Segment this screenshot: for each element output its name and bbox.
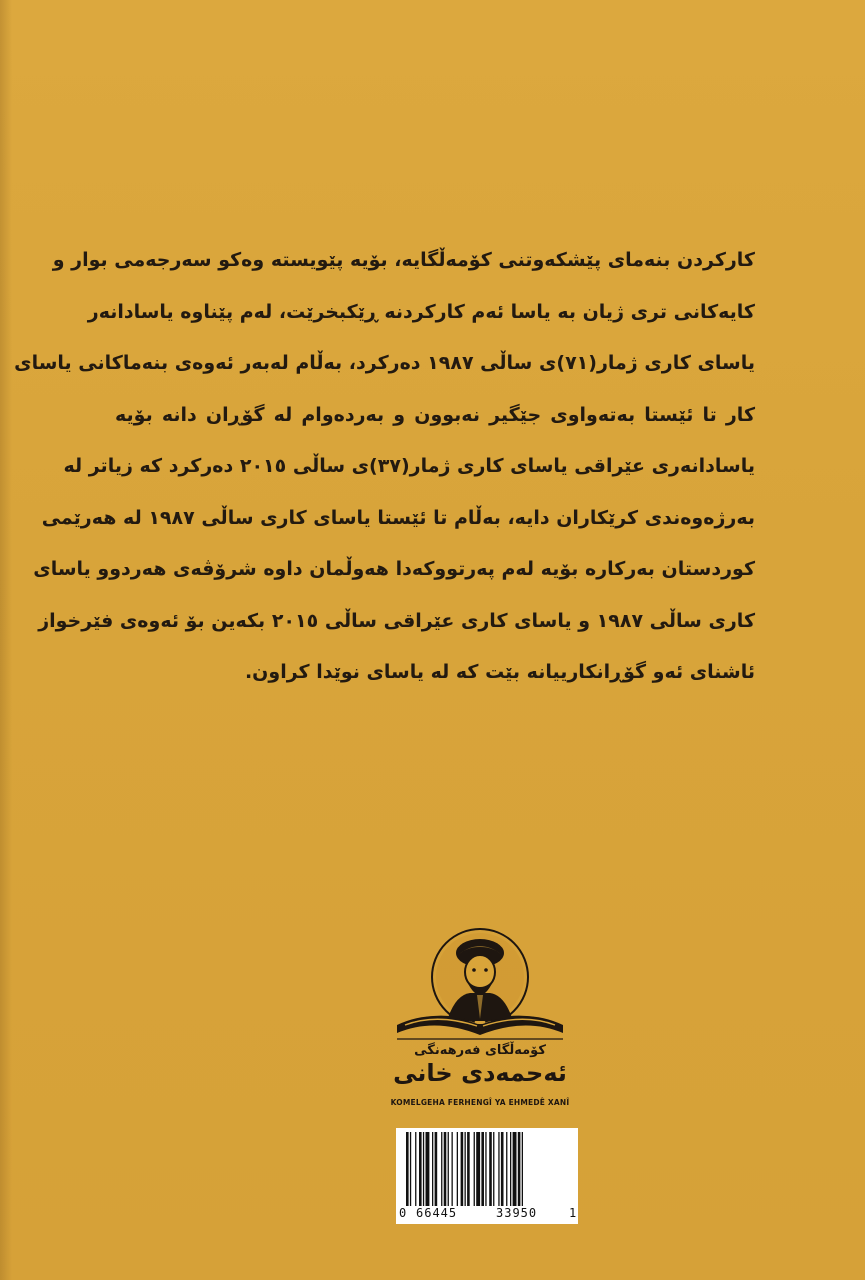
publisher-logo — [385, 925, 585, 1125]
blurb-line: کار تا ئێستا بەتەواوی جێگیر نەبوون و بەردەوام لە گۆڕان دانە بۆیە — [115, 403, 755, 426]
barcode-left-group: 66445 — [416, 1206, 458, 1220]
blurb-line: کوردستان بەرکارە بۆیە لەم پەرتووکەدا هەوڵمان داوە شرۆڤەی هەردوو یاسای — [33, 558, 755, 580]
blurb-line: کارکردن بنەمای پێشکەوتنی کۆمەڵگایە، بۆیە پێویستە وەکو سەرجەمی بوار و — [52, 249, 755, 271]
portrait-book-emblem-icon — [385, 925, 585, 1055]
publisher-name-small: کۆمەڵگای فەرهەنگی — [414, 1043, 546, 1058]
barcode-first-digit: 0 — [399, 1206, 407, 1220]
blurb-line: بەرژەوەندی کرێکاران دایە، بەڵام تا ئێستا یاسای کاری ساڵی ١٩٨٧ لە هەرێمی — [41, 506, 755, 529]
barcode-bars — [406, 1132, 568, 1206]
publisher-name: ئەحمەدی خانی — [393, 1059, 567, 1087]
blurb-line: کاری ساڵی ١٩٨٧ و یاسای کاری عێراقی ساڵی ٢٠١٥ بکەین بۆ ئەوەی فێرخواز — [38, 609, 755, 632]
barcode-number — [396, 1206, 578, 1222]
blurb-line: ئاشنای ئەو گۆڕانکارییانە بێت کە لە یاسای نوێدا کراون. — [244, 661, 755, 683]
back-cover-blurb — [14, 235, 755, 699]
barcode-right-group: 33950 — [496, 1206, 538, 1220]
blurb-line: یاسادانەری عێراقی یاسای کاری ژمار(٣٧)ی ساڵی ٢٠١٥ دەرکرد کە زیاتر لە — [63, 455, 755, 477]
blurb-line: کایەکانی تری ژیان بە یاسا ئەم کارکردنە ڕێکبخرێت، لەم پێناوە یاسادانەر — [87, 300, 755, 323]
blurb-line: یاسای کاری ژمار(٧١)ی ساڵی ١٩٨٧ دەرکرد، بەڵام لەبەر ئەوەی بنەماکانی یاسای — [14, 352, 755, 374]
barcode-last-digit: 1 — [569, 1206, 577, 1220]
cover-spine-shadow — [0, 0, 12, 1280]
isbn-barcode — [396, 1128, 578, 1224]
publisher-name-latin: KOMELGEHA FERHENGÎ YA EHMEDÊ XANÎ — [390, 1098, 570, 1107]
